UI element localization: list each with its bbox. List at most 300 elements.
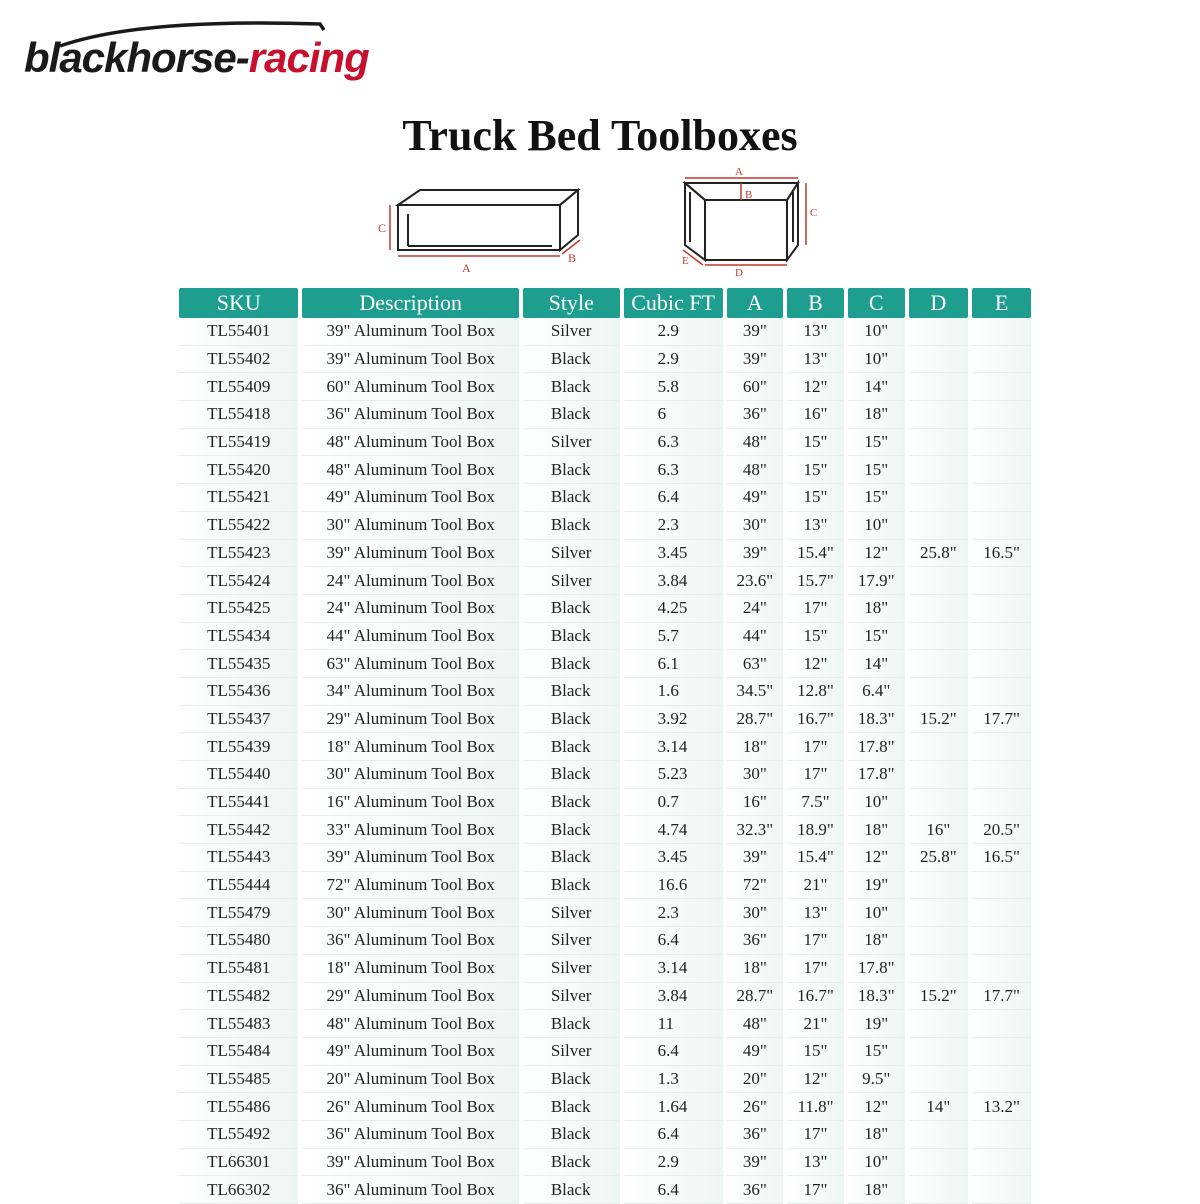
cell-c: 15": [848, 1038, 905, 1066]
cell-e: [972, 927, 1031, 955]
cell-c: 10": [848, 1149, 905, 1177]
cell-b: 12": [787, 1066, 844, 1094]
cell-d: [909, 1066, 969, 1094]
cell-b: 16.7": [787, 983, 844, 1011]
cell-b: 13": [787, 899, 844, 927]
cell-a: 20": [727, 1066, 784, 1094]
cell-desc: 36" Aluminum Tool Box: [302, 1176, 518, 1204]
cell-c: 10": [848, 789, 905, 817]
cell-d: [909, 733, 969, 761]
cell-cft: 5.23: [624, 761, 723, 789]
table-row: [179, 678, 1031, 706]
cell-sku: TL55439: [179, 733, 298, 761]
cell-b: 12.8": [787, 678, 844, 706]
cell-a: 30": [727, 512, 784, 540]
cell-cft: 2.9: [624, 1149, 723, 1177]
cell-desc: 48" Aluminum Tool Box: [302, 429, 518, 457]
cell-cft: 3.45: [624, 540, 723, 568]
table-row: [179, 1149, 1031, 1177]
cell-b: 16": [787, 401, 844, 429]
cell-sku: TL55422: [179, 512, 298, 540]
cell-c: 12": [848, 844, 905, 872]
cell-style: Black: [523, 678, 620, 706]
cell-b: 7.5": [787, 789, 844, 817]
cell-cft: 6: [624, 401, 723, 429]
cell-c: 18": [848, 1121, 905, 1149]
cell-style: Silver: [523, 899, 620, 927]
table-row: [179, 346, 1031, 374]
cell-c: 19": [848, 872, 905, 900]
cell-e: [972, 650, 1031, 678]
cell-style: Black: [523, 346, 620, 374]
dim-label-left-b: B: [568, 251, 577, 265]
cell-desc: 72" Aluminum Tool Box: [302, 872, 518, 900]
toolbox-dimension-diagrams: [0, 160, 1200, 280]
cell-style: Black: [523, 401, 620, 429]
cell-cft: 4.74: [624, 816, 723, 844]
cell-c: 14": [848, 373, 905, 401]
cell-desc: 16" Aluminum Tool Box: [302, 789, 518, 817]
cell-e: [972, 733, 1031, 761]
cell-desc: 29" Aluminum Tool Box: [302, 983, 518, 1011]
cell-desc: 48" Aluminum Tool Box: [302, 1010, 518, 1038]
cell-d: 15.2": [909, 983, 969, 1011]
cell-desc: 39" Aluminum Tool Box: [302, 318, 518, 346]
cell-b: 15.7": [787, 567, 844, 595]
cell-a: 39": [727, 844, 784, 872]
cell-style: Black: [523, 512, 620, 540]
cell-cft: 16.6: [624, 872, 723, 900]
table-row: [179, 706, 1031, 734]
cell-cft: 6.4: [624, 484, 723, 512]
cell-desc: 49" Aluminum Tool Box: [302, 1038, 518, 1066]
cell-cft: 3.14: [624, 955, 723, 983]
cell-cft: 11: [624, 1010, 723, 1038]
cell-style: Black: [523, 789, 620, 817]
cell-desc: 49" Aluminum Tool Box: [302, 484, 518, 512]
cell-style: Black: [523, 872, 620, 900]
cell-style: Black: [523, 761, 620, 789]
cell-e: [972, 1066, 1031, 1094]
cell-b: 13": [787, 1149, 844, 1177]
straight-toolbox-dimensions: [390, 205, 580, 256]
cell-b: 17": [787, 761, 844, 789]
cell-d: [909, 761, 969, 789]
dim-label-left-a: A: [462, 261, 471, 275]
cell-b: 13": [787, 318, 844, 346]
table-row: [179, 484, 1031, 512]
cell-e: [972, 1010, 1031, 1038]
cell-e: [972, 429, 1031, 457]
cell-c: 9.5": [848, 1066, 905, 1094]
cell-cft: 6.4: [624, 1121, 723, 1149]
cell-b: 17": [787, 1176, 844, 1204]
cell-a: 36": [727, 401, 784, 429]
table-row: [179, 899, 1031, 927]
cell-b: 21": [787, 872, 844, 900]
cell-style: Black: [523, 1176, 620, 1204]
cell-c: 18.3": [848, 706, 905, 734]
header-sku: SKU: [179, 288, 298, 318]
table-row: [179, 1066, 1031, 1094]
cell-a: 48": [727, 429, 784, 457]
cell-e: 17.7": [972, 706, 1031, 734]
cell-style: Black: [523, 373, 620, 401]
cell-sku: TL66302: [179, 1176, 298, 1204]
cell-sku: TL55486: [179, 1093, 298, 1121]
cell-cft: 6.3: [624, 456, 723, 484]
cell-c: 10": [848, 318, 905, 346]
cell-c: 18": [848, 927, 905, 955]
cell-a: 36": [727, 927, 784, 955]
logo-wordmark: [24, 34, 369, 82]
cell-sku: TL55435: [179, 650, 298, 678]
cell-style: Silver: [523, 955, 620, 983]
cell-sku: TL55419: [179, 429, 298, 457]
cell-e: [972, 1121, 1031, 1149]
cell-sku: TL55484: [179, 1038, 298, 1066]
cell-a: 72": [727, 872, 784, 900]
dim-label-left-c: C: [378, 221, 387, 235]
cell-c: 19": [848, 1010, 905, 1038]
cell-style: Silver: [523, 540, 620, 568]
logo-text-blackhorse: blackhorse-: [24, 34, 249, 81]
cell-cft: 2.9: [624, 346, 723, 374]
cell-cft: 6.1: [624, 650, 723, 678]
cell-style: Black: [523, 1149, 620, 1177]
cell-b: 12": [787, 650, 844, 678]
cell-desc: 33" Aluminum Tool Box: [302, 816, 518, 844]
table-row: [179, 318, 1031, 346]
table-row: [179, 1038, 1031, 1066]
dim-label-right-e: E: [682, 255, 689, 267]
cell-a: 30": [727, 761, 784, 789]
cell-cft: 1.64: [624, 1093, 723, 1121]
table-row: [179, 1121, 1031, 1149]
cell-desc: 39" Aluminum Tool Box: [302, 844, 518, 872]
cell-b: 11.8": [787, 1093, 844, 1121]
cell-e: 13.2": [972, 1093, 1031, 1121]
cell-sku: TL55436: [179, 678, 298, 706]
cell-d: [909, 484, 969, 512]
cell-e: [972, 567, 1031, 595]
cell-d: [909, 346, 969, 374]
cell-style: Silver: [523, 567, 620, 595]
cell-c: 18": [848, 595, 905, 623]
brand-logo: [20, 12, 380, 82]
cell-a: 36": [727, 1176, 784, 1204]
cell-cft: 3.92: [624, 706, 723, 734]
header-e: E: [972, 288, 1031, 318]
cell-style: Black: [523, 650, 620, 678]
cell-d: [909, 401, 969, 429]
cell-desc: 63" Aluminum Tool Box: [302, 650, 518, 678]
cell-a: 63": [727, 650, 784, 678]
cell-e: [972, 318, 1031, 346]
cell-sku: TL55420: [179, 456, 298, 484]
toolbox-spec-table-wrap: [175, 288, 1035, 1204]
cell-e: [972, 456, 1031, 484]
cell-a: 44": [727, 623, 784, 651]
table-row: [179, 373, 1031, 401]
cell-cft: 2.9: [624, 318, 723, 346]
cell-sku: TL55409: [179, 373, 298, 401]
dim-label-right-b: B: [745, 189, 753, 201]
cell-cft: 3.14: [624, 733, 723, 761]
cell-cft: 1.3: [624, 1066, 723, 1094]
cell-style: Silver: [523, 1038, 620, 1066]
cell-e: [972, 1038, 1031, 1066]
cell-e: [972, 623, 1031, 651]
toolbox-spec-table: [175, 288, 1035, 1204]
table-row: [179, 429, 1031, 457]
cell-desc: 36" Aluminum Tool Box: [302, 1121, 518, 1149]
cell-cft: 3.45: [624, 844, 723, 872]
cell-b: 15": [787, 1038, 844, 1066]
cell-style: Silver: [523, 927, 620, 955]
cell-d: [909, 678, 969, 706]
table-row: [179, 1010, 1031, 1038]
cell-d: 25.8": [909, 540, 969, 568]
cell-d: [909, 955, 969, 983]
cell-sku: TL55479: [179, 899, 298, 927]
cell-desc: 36" Aluminum Tool Box: [302, 927, 518, 955]
cell-desc: 26" Aluminum Tool Box: [302, 1093, 518, 1121]
cell-c: 18.3": [848, 983, 905, 1011]
cell-d: [909, 872, 969, 900]
table-row: [179, 927, 1031, 955]
cell-style: Black: [523, 484, 620, 512]
table-row: [179, 983, 1031, 1011]
table-row: [179, 872, 1031, 900]
cell-d: [909, 899, 969, 927]
cell-c: 10": [848, 512, 905, 540]
cell-b: 15": [787, 429, 844, 457]
cell-desc: 29" Aluminum Tool Box: [302, 706, 518, 734]
straight-toolbox-diagram: [398, 190, 578, 250]
cell-d: 14": [909, 1093, 969, 1121]
cell-desc: 30" Aluminum Tool Box: [302, 899, 518, 927]
cell-a: 39": [727, 318, 784, 346]
cell-e: [972, 899, 1031, 927]
cell-a: 18": [727, 955, 784, 983]
cell-sku: TL55482: [179, 983, 298, 1011]
cell-sku: TL55402: [179, 346, 298, 374]
cell-desc: 30" Aluminum Tool Box: [302, 512, 518, 540]
cell-a: 34.5": [727, 678, 784, 706]
cell-e: [972, 595, 1031, 623]
cell-a: 16": [727, 789, 784, 817]
cell-a: 48": [727, 456, 784, 484]
table-row: [179, 401, 1031, 429]
cell-desc: 30" Aluminum Tool Box: [302, 761, 518, 789]
cell-b: 17": [787, 927, 844, 955]
cell-e: [972, 1149, 1031, 1177]
cell-sku: TL55425: [179, 595, 298, 623]
cell-sku: TL55480: [179, 927, 298, 955]
cell-d: [909, 650, 969, 678]
cell-a: 30": [727, 899, 784, 927]
cell-sku: TL55423: [179, 540, 298, 568]
cell-style: Black: [523, 623, 620, 651]
cell-a: 39": [727, 540, 784, 568]
cell-a: 18": [727, 733, 784, 761]
cell-b: 15": [787, 456, 844, 484]
cell-b: 15": [787, 623, 844, 651]
table-header-row: [179, 288, 1031, 318]
cell-desc: 18" Aluminum Tool Box: [302, 733, 518, 761]
cell-style: Silver: [523, 318, 620, 346]
cell-b: 15.4": [787, 540, 844, 568]
cell-e: [972, 346, 1031, 374]
cell-b: 17": [787, 1121, 844, 1149]
table-row: [179, 1093, 1031, 1121]
dim-label-right-a: A: [735, 166, 743, 178]
cell-d: [909, 1121, 969, 1149]
table-row: [179, 567, 1031, 595]
cell-sku: TL55440: [179, 761, 298, 789]
cell-sku: TL55441: [179, 789, 298, 817]
cell-b: 17": [787, 955, 844, 983]
cell-cft: 5.7: [624, 623, 723, 651]
table-row: [179, 761, 1031, 789]
page-title: Truck Bed Toolboxes: [402, 111, 798, 160]
cell-e: 16.5": [972, 844, 1031, 872]
cell-sku: TL55483: [179, 1010, 298, 1038]
cell-c: 17.8": [848, 761, 905, 789]
cell-cft: 3.84: [624, 983, 723, 1011]
cell-d: [909, 373, 969, 401]
cell-c: 10": [848, 346, 905, 374]
cell-d: [909, 318, 969, 346]
table-body: [179, 318, 1031, 1204]
cell-d: [909, 512, 969, 540]
cell-b: 12": [787, 373, 844, 401]
cell-a: 26": [727, 1093, 784, 1121]
cell-sku: TL55443: [179, 844, 298, 872]
cell-desc: 36" Aluminum Tool Box: [302, 401, 518, 429]
cell-e: [972, 401, 1031, 429]
cell-style: Black: [523, 816, 620, 844]
cell-d: [909, 429, 969, 457]
cell-e: [972, 872, 1031, 900]
cell-b: 13": [787, 346, 844, 374]
cell-e: 17.7": [972, 983, 1031, 1011]
cell-c: 15": [848, 484, 905, 512]
cell-desc: 39" Aluminum Tool Box: [302, 1149, 518, 1177]
cell-cft: 3.84: [624, 567, 723, 595]
cell-sku: TL55437: [179, 706, 298, 734]
table-row: [179, 540, 1031, 568]
cell-e: [972, 761, 1031, 789]
cell-b: 21": [787, 1010, 844, 1038]
cell-a: 36": [727, 1121, 784, 1149]
cell-cft: 6.4: [624, 1038, 723, 1066]
cell-c: 15": [848, 456, 905, 484]
cell-cft: 0.7: [624, 789, 723, 817]
cell-d: [909, 567, 969, 595]
cell-style: Silver: [523, 983, 620, 1011]
cell-b: 15.4": [787, 844, 844, 872]
cell-a: 49": [727, 484, 784, 512]
cell-d: [909, 927, 969, 955]
cell-a: 28.7": [727, 983, 784, 1011]
cell-desc: 24" Aluminum Tool Box: [302, 595, 518, 623]
cell-d: [909, 789, 969, 817]
header-style: Style: [523, 288, 620, 318]
cell-b: 18.9": [787, 816, 844, 844]
cell-a: 49": [727, 1038, 784, 1066]
cell-a: 32.3": [727, 816, 784, 844]
cell-d: 15.2": [909, 706, 969, 734]
cell-a: 24": [727, 595, 784, 623]
cell-e: [972, 678, 1031, 706]
cell-c: 12": [848, 1093, 905, 1121]
cell-style: Black: [523, 706, 620, 734]
cell-sku: TL55421: [179, 484, 298, 512]
cell-desc: 60" Aluminum Tool Box: [302, 373, 518, 401]
cell-sku: TL55485: [179, 1066, 298, 1094]
dim-label-right-c: C: [810, 207, 818, 219]
cell-c: 10": [848, 899, 905, 927]
header-cubic-ft: Cubic FT: [624, 288, 723, 318]
dim-label-right-d: D: [735, 267, 743, 279]
cell-style: Black: [523, 1066, 620, 1094]
cell-cft: 6.4: [624, 927, 723, 955]
cell-style: Black: [523, 1010, 620, 1038]
table-row: [179, 955, 1031, 983]
cell-a: 23.6": [727, 567, 784, 595]
cell-d: [909, 456, 969, 484]
header-b: B: [787, 288, 844, 318]
header-a: A: [727, 288, 784, 318]
cell-a: 39": [727, 1149, 784, 1177]
cell-desc: 39" Aluminum Tool Box: [302, 540, 518, 568]
cell-sku: TL55444: [179, 872, 298, 900]
cell-style: Black: [523, 733, 620, 761]
cell-cft: 4.25: [624, 595, 723, 623]
cell-c: 18": [848, 816, 905, 844]
cell-sku: TL55481: [179, 955, 298, 983]
table-row: [179, 733, 1031, 761]
cell-c: 15": [848, 623, 905, 651]
cell-cft: 1.6: [624, 678, 723, 706]
cell-d: 25.8": [909, 844, 969, 872]
cell-e: 20.5": [972, 816, 1031, 844]
cell-cft: 5.8: [624, 373, 723, 401]
cell-c: 17.8": [848, 733, 905, 761]
cell-cft: 6.4: [624, 1176, 723, 1204]
logo-text-racing: racing: [248, 34, 369, 81]
cell-c: 6.4": [848, 678, 905, 706]
cell-desc: 34" Aluminum Tool Box: [302, 678, 518, 706]
cell-sku: TL55492: [179, 1121, 298, 1149]
cell-e: [972, 512, 1031, 540]
cell-cft: 2.3: [624, 899, 723, 927]
cell-desc: 18" Aluminum Tool Box: [302, 955, 518, 983]
cell-b: 17": [787, 595, 844, 623]
cell-b: 15": [787, 484, 844, 512]
header-description: Description: [302, 288, 518, 318]
cell-style: Black: [523, 844, 620, 872]
cell-a: 39": [727, 346, 784, 374]
cell-d: [909, 1149, 969, 1177]
header-c: C: [848, 288, 905, 318]
table-row: [179, 456, 1031, 484]
cell-d: [909, 595, 969, 623]
cell-a: 48": [727, 1010, 784, 1038]
cell-style: Black: [523, 1093, 620, 1121]
